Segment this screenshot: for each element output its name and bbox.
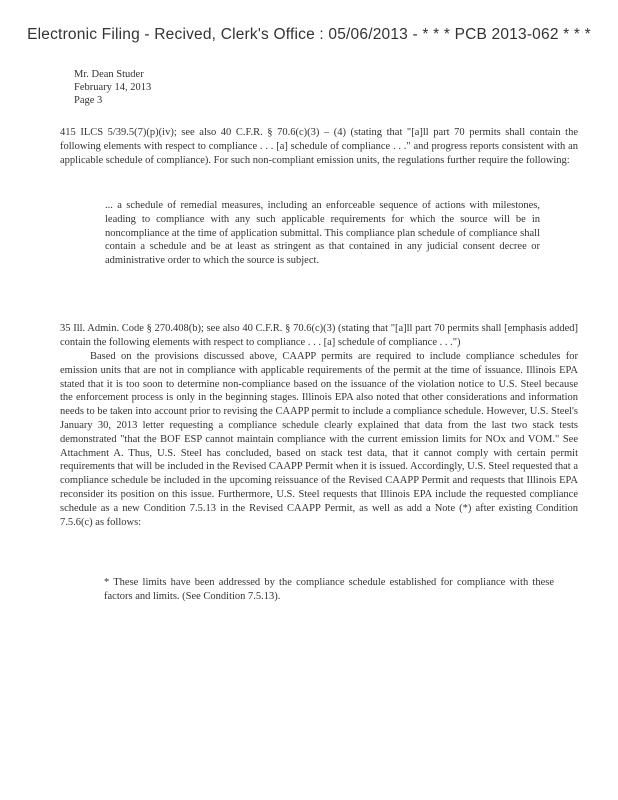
- letter-page: [60, 68, 580, 602]
- electronic-filing-stamp: Electronic Filing - Recived, Clerk's Office : 05/06/2013 - * * * PCB 2013-062 * * *: [27, 26, 591, 43]
- block-quote-remedial-measures: ... a schedule of remedial measures, including an enforceable sequence of actions with milestones, leading to compliance with any such applicable requirements for which the source will be in noncompliance at the time of application submittal. This compliance plan schedule of compliance shall contain a schedule and be at least as stringent as that contained in any judicial consent decree or administrative order to which the source is subject.: [105, 200, 540, 267]
- block-quote-proposed-note: * These limits have been addressed by the compliance schedule established for compliance with these factors and limits. (See Condition 7.5.13).: [104, 577, 554, 602]
- body-paragraph: Based on the provisions discussed above, CAAPP permits are required to include compliance schedules for emission units that are not in compliance with applicable requirements of the permit at the time of issuance. Illinois EPA stated that it is too soon to determine non-compliance based on the issuance of the violation notice to U.S. Steel because the enforcement process is only in the beginning stages. Illinois EPA also noted that other considerations and information needs to be taken into account prior to revising the CAAPP permit to include a compliance schedule. However, U.S. Steel's January 30, 2013 letter requesting a compliance schedule clearly explained that data from the last two stack tests demonstrated "that the BOF ESP cannot maintain compliance with the current emission limits for NOx and VOM." See Attachment A. Thus, U.S. Steel has concluded, based on stack test data, that it cannot comply with certain permit requirements that will be included in the Revised CAAPP Permit when it is issued. Accordingly, U.S. Steel requested that a compliance schedule be included in the upcoming reissuance of the Revised CAAPP Permit and requests that Illinois EPA reconsider its position on this issue. Furthermore, U.S. Steel requests that Illinois EPA include the requested compliance schedule as a new Condition 7.5.13 in the Revised CAAPP Permit, as well as add a Note (*) after existing Condition 7.5.6(c) as follows:: [60, 351, 578, 528]
- page-number: Page 3: [74, 95, 103, 106]
- recipient-name: Mr. Dean Studer: [74, 69, 144, 80]
- letter-date: February 14, 2013: [74, 82, 152, 93]
- letter-header: [60, 68, 580, 107]
- citation-paragraph-1: 415 ILCS 5/39.5(7)(p)(iv); see also 40 C.F.R. § 70.6(c)(3) – (4) (stating that "[a]ll part 70 permits shall contain the following elements with respect to compliance . . . [a] schedule of compliance . . ." and progress reports consistent with an applicable schedule of compliance). For such non-compliant emission units, the regulations further require the following:: [60, 127, 578, 166]
- citation-paragraph-2: 35 Ill. Admin. Code § 270.408(b); see also 40 C.F.R. § 70.6(c)(3) (stating that "[a]ll part 70 permits shall [emphasis added] contain the following elements with respect to compliance . . . [a] schedule of compliance . . ."): [60, 323, 578, 348]
